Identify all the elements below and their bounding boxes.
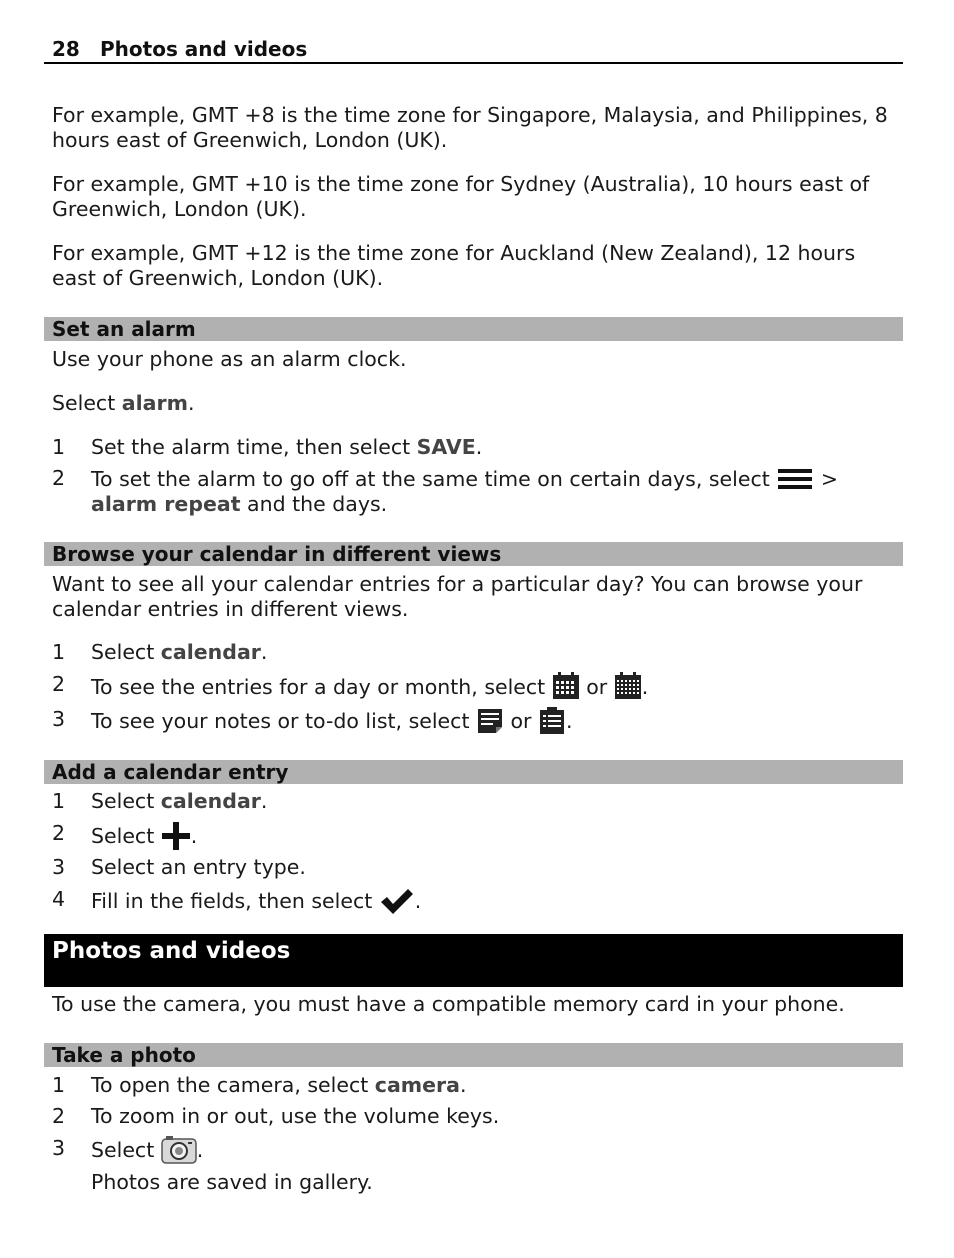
menu-item-calendar: calendar [160, 640, 261, 664]
menu-item-alarm: alarm [121, 391, 188, 415]
text: . [566, 709, 573, 733]
save-label: SAVE [416, 435, 476, 459]
text: > [814, 467, 838, 491]
text: . [475, 435, 483, 459]
month-view-icon [614, 672, 642, 706]
chapter-heading: Photos and videos [44, 934, 903, 987]
intro-paragraph-3: For example, GMT +12 is the time zone for Auckland (New Zealand), 12 hours east of Greenwich, London (UK). [52, 241, 856, 290]
step-number: 2 [52, 672, 66, 696]
text: . [260, 640, 268, 664]
step-text [91, 672, 901, 706]
photo-note: Photos are saved in gallery. [91, 1170, 373, 1194]
text: Select [91, 824, 161, 848]
step-number: 1 [52, 640, 66, 664]
step-text [91, 1136, 901, 1170]
step-text [91, 1073, 901, 1098]
day-view-icon [552, 672, 580, 706]
step-text [91, 640, 901, 665]
camera-shutter-icon [161, 1136, 197, 1170]
text: . [190, 824, 198, 848]
step-number: 1 [52, 789, 66, 813]
text: . [196, 1138, 204, 1162]
step-text [91, 435, 901, 460]
page-number: 28 [52, 37, 80, 61]
menu-item-alarm-repeat: alarm repeat [91, 492, 241, 516]
section-heading-set-alarm: Set an alarm [44, 317, 903, 341]
step-text [91, 466, 901, 517]
todo-list-icon [538, 707, 566, 741]
browse-intro: Want to see all your calendar entries for a particular day? You can browse your calendar entries in different views. [52, 572, 863, 621]
add-icon [161, 821, 191, 857]
text: or [579, 675, 614, 699]
text: . [187, 391, 195, 415]
text: To open the camera, select [91, 1073, 375, 1097]
intro-paragraph-2: For example, GMT +10 is the time zone for Sydney (Australia), 10 hours east of Greenwich, London (UK). [52, 172, 870, 221]
step-number: 2 [52, 466, 66, 490]
menu-item-calendar: calendar [160, 789, 261, 813]
step-text [91, 789, 901, 814]
notes-icon [476, 707, 504, 741]
text: Select [91, 789, 161, 813]
step-number: 1 [52, 1073, 66, 1097]
alarm-intro: Use your phone as an alarm clock. [52, 347, 407, 371]
step-number: 1 [52, 435, 66, 459]
menu-item-camera: camera [374, 1073, 460, 1097]
text: . [460, 1073, 467, 1097]
step-number: 3 [52, 855, 66, 879]
text: . [414, 889, 422, 913]
text: Select [52, 391, 122, 415]
text: Select [91, 640, 161, 664]
step-text: To zoom in or out, use the volume keys. [91, 1104, 500, 1128]
section-heading-take-photo: Take a photo [44, 1043, 903, 1067]
intro-paragraph-1: For example, GMT +8 is the time zone for Singapore, Malaysia, and Philippines, 8 hours east of Greenwich, London (UK). [52, 103, 888, 152]
step-text: Select an entry type. [91, 855, 306, 879]
checkmark-icon [379, 887, 415, 921]
alarm-select-line [52, 391, 902, 416]
text: To see the entries for a day or month, select [91, 675, 552, 699]
step-text [91, 707, 901, 741]
step-text [91, 887, 901, 921]
text: and the days. [240, 492, 388, 516]
step-text [91, 821, 901, 857]
step-number: 3 [52, 1136, 66, 1160]
text: . [260, 789, 268, 813]
section-heading-add-calendar-entry: Add a calendar entry [44, 760, 903, 784]
text: To see your notes or to-do list, select [91, 709, 476, 733]
text: Fill in the fields, then select [91, 889, 379, 913]
step-number: 4 [52, 887, 66, 911]
page-header-title: Photos and videos [100, 37, 308, 61]
page-header [44, 36, 903, 64]
text: or [504, 709, 539, 733]
step-number: 2 [52, 1104, 66, 1128]
step-number: 3 [52, 707, 66, 731]
chapter-intro: To use the camera, you must have a compatible memory card in your phone. [52, 992, 845, 1016]
text: . [641, 675, 649, 699]
text: Select [91, 1138, 161, 1162]
step-number: 2 [52, 821, 66, 845]
text: To set the alarm to go off at the same time on certain days, select [91, 467, 777, 491]
text: Set the alarm time, then select [91, 435, 417, 459]
section-heading-browse-calendar: Browse your calendar in different views [44, 542, 903, 566]
menu-icon [776, 466, 814, 492]
